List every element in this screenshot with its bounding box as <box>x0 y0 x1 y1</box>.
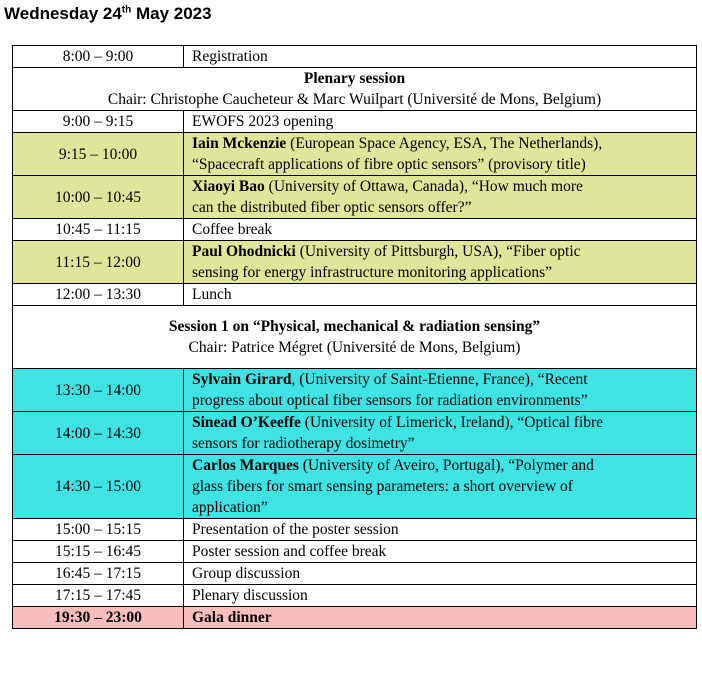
speaker-name: Paul Ohodnicki <box>192 243 296 260</box>
table-row <box>13 519 697 541</box>
talk-text: (University of Pittsburgh, USA), “Fiber optic <box>295 243 581 260</box>
talk-cell <box>184 241 697 284</box>
speaker-name: Xiaoyi Bao <box>192 178 265 195</box>
talk-cell <box>184 133 697 176</box>
session-header <box>13 68 697 111</box>
day-suffix-ordinal: th <box>121 4 132 16</box>
desc-cell: EWOFS 2023 opening <box>184 111 697 133</box>
schedule-table <box>12 45 697 629</box>
speaker-name: Iain Mckenzie <box>192 135 287 152</box>
talk-text: “Spacecraft applications of fibre optic sensors” (provisory title) <box>192 156 586 173</box>
talk-row <box>13 412 697 455</box>
table-row <box>13 284 697 306</box>
talk-row <box>13 176 697 219</box>
time-cell: 10:45 – 11:15 <box>13 219 184 241</box>
session-chair: Chair: Christophe Caucheteur & Marc Wuilpart (Université de Mons, Belgium) <box>107 91 602 108</box>
talk-row <box>13 455 697 519</box>
session-title: Session 1 on “Physical, mechanical & radiation sensing” <box>168 318 541 335</box>
talk-row <box>13 133 697 176</box>
speaker-name: Sylvain Girard <box>192 371 292 388</box>
desc-cell: Poster session and coffee break <box>184 541 697 563</box>
talk-text: (University of Limerick, Ireland), “Optical fibre <box>300 414 604 431</box>
time-cell: 16:45 – 17:15 <box>13 563 184 585</box>
talk-text: sensing for energy infrastructure monitoring applications” <box>192 264 552 281</box>
speaker-name: Sinead O’Keeffe <box>192 414 301 431</box>
time-cell: 15:00 – 15:15 <box>13 519 184 541</box>
gala-row <box>13 607 697 629</box>
time-cell: 11:15 – 12:00 <box>13 241 184 284</box>
talk-text: can the distributed fiber optic sensors offer?” <box>192 199 472 216</box>
session-title: Plenary session <box>303 70 406 87</box>
table-row <box>13 563 697 585</box>
speaker-name: Carlos Marques <box>192 457 299 474</box>
page-title <box>4 4 212 24</box>
desc-cell: Registration <box>184 46 697 68</box>
talk-cell <box>184 369 697 412</box>
table-row <box>13 111 697 133</box>
talk-row <box>13 241 697 284</box>
day-month-year: May 2023 <box>131 4 212 23</box>
talk-row <box>13 369 697 412</box>
time-cell: 13:30 – 14:00 <box>13 369 184 412</box>
talk-text: , (University of Saint-Etienne, France), “Recent <box>291 371 588 388</box>
desc-cell: Coffee break <box>184 219 697 241</box>
desc-cell: Presentation of the poster session <box>184 519 697 541</box>
session-header <box>13 306 697 369</box>
desc-cell: Group discussion <box>184 563 697 585</box>
talk-cell <box>184 176 697 219</box>
talk-text: sensors for radiotherapy dosimetry” <box>192 435 415 452</box>
session-chair: Chair: Patrice Mégret (Université de Mons, Belgium) <box>188 339 521 356</box>
time-cell: 15:15 – 16:45 <box>13 541 184 563</box>
talk-cell <box>184 412 697 455</box>
time-cell: 12:00 – 13:30 <box>13 284 184 306</box>
time-cell: 9:15 – 10:00 <box>13 133 184 176</box>
time-cell: 10:00 – 10:45 <box>13 176 184 219</box>
talk-text: progress about optical fiber sensors for radiation environments” <box>192 392 588 409</box>
time-cell: 14:30 – 15:00 <box>13 455 184 519</box>
table-row <box>13 46 697 68</box>
day-prefix: Wednesday 24 <box>4 4 122 23</box>
talk-text: application” <box>192 499 268 516</box>
table-row <box>13 541 697 563</box>
talk-cell <box>184 455 697 519</box>
time-cell: 14:00 – 14:30 <box>13 412 184 455</box>
talk-text: (University of Ottawa, Canada), “How much more <box>264 178 583 195</box>
desc-cell: Lunch <box>184 284 697 306</box>
time-cell: 8:00 – 9:00 <box>13 46 184 68</box>
talk-text: (European Space Agency, ESA, The Netherlands), <box>286 135 603 152</box>
talk-text: glass fibers for smart sensing parameters: a short overview of <box>192 478 573 495</box>
table-row <box>13 219 697 241</box>
time-cell: 9:00 – 9:15 <box>13 111 184 133</box>
time-cell: 19:30 – 23:00 <box>13 607 184 629</box>
time-cell: 17:15 – 17:45 <box>13 585 184 607</box>
talk-text: (University of Aveiro, Portugal), “Polymer and <box>298 457 594 474</box>
session-header-row <box>13 68 697 111</box>
session-header-row <box>13 306 697 369</box>
desc-cell: Gala dinner <box>184 607 697 629</box>
desc-cell: Plenary discussion <box>184 585 697 607</box>
table-row <box>13 585 697 607</box>
